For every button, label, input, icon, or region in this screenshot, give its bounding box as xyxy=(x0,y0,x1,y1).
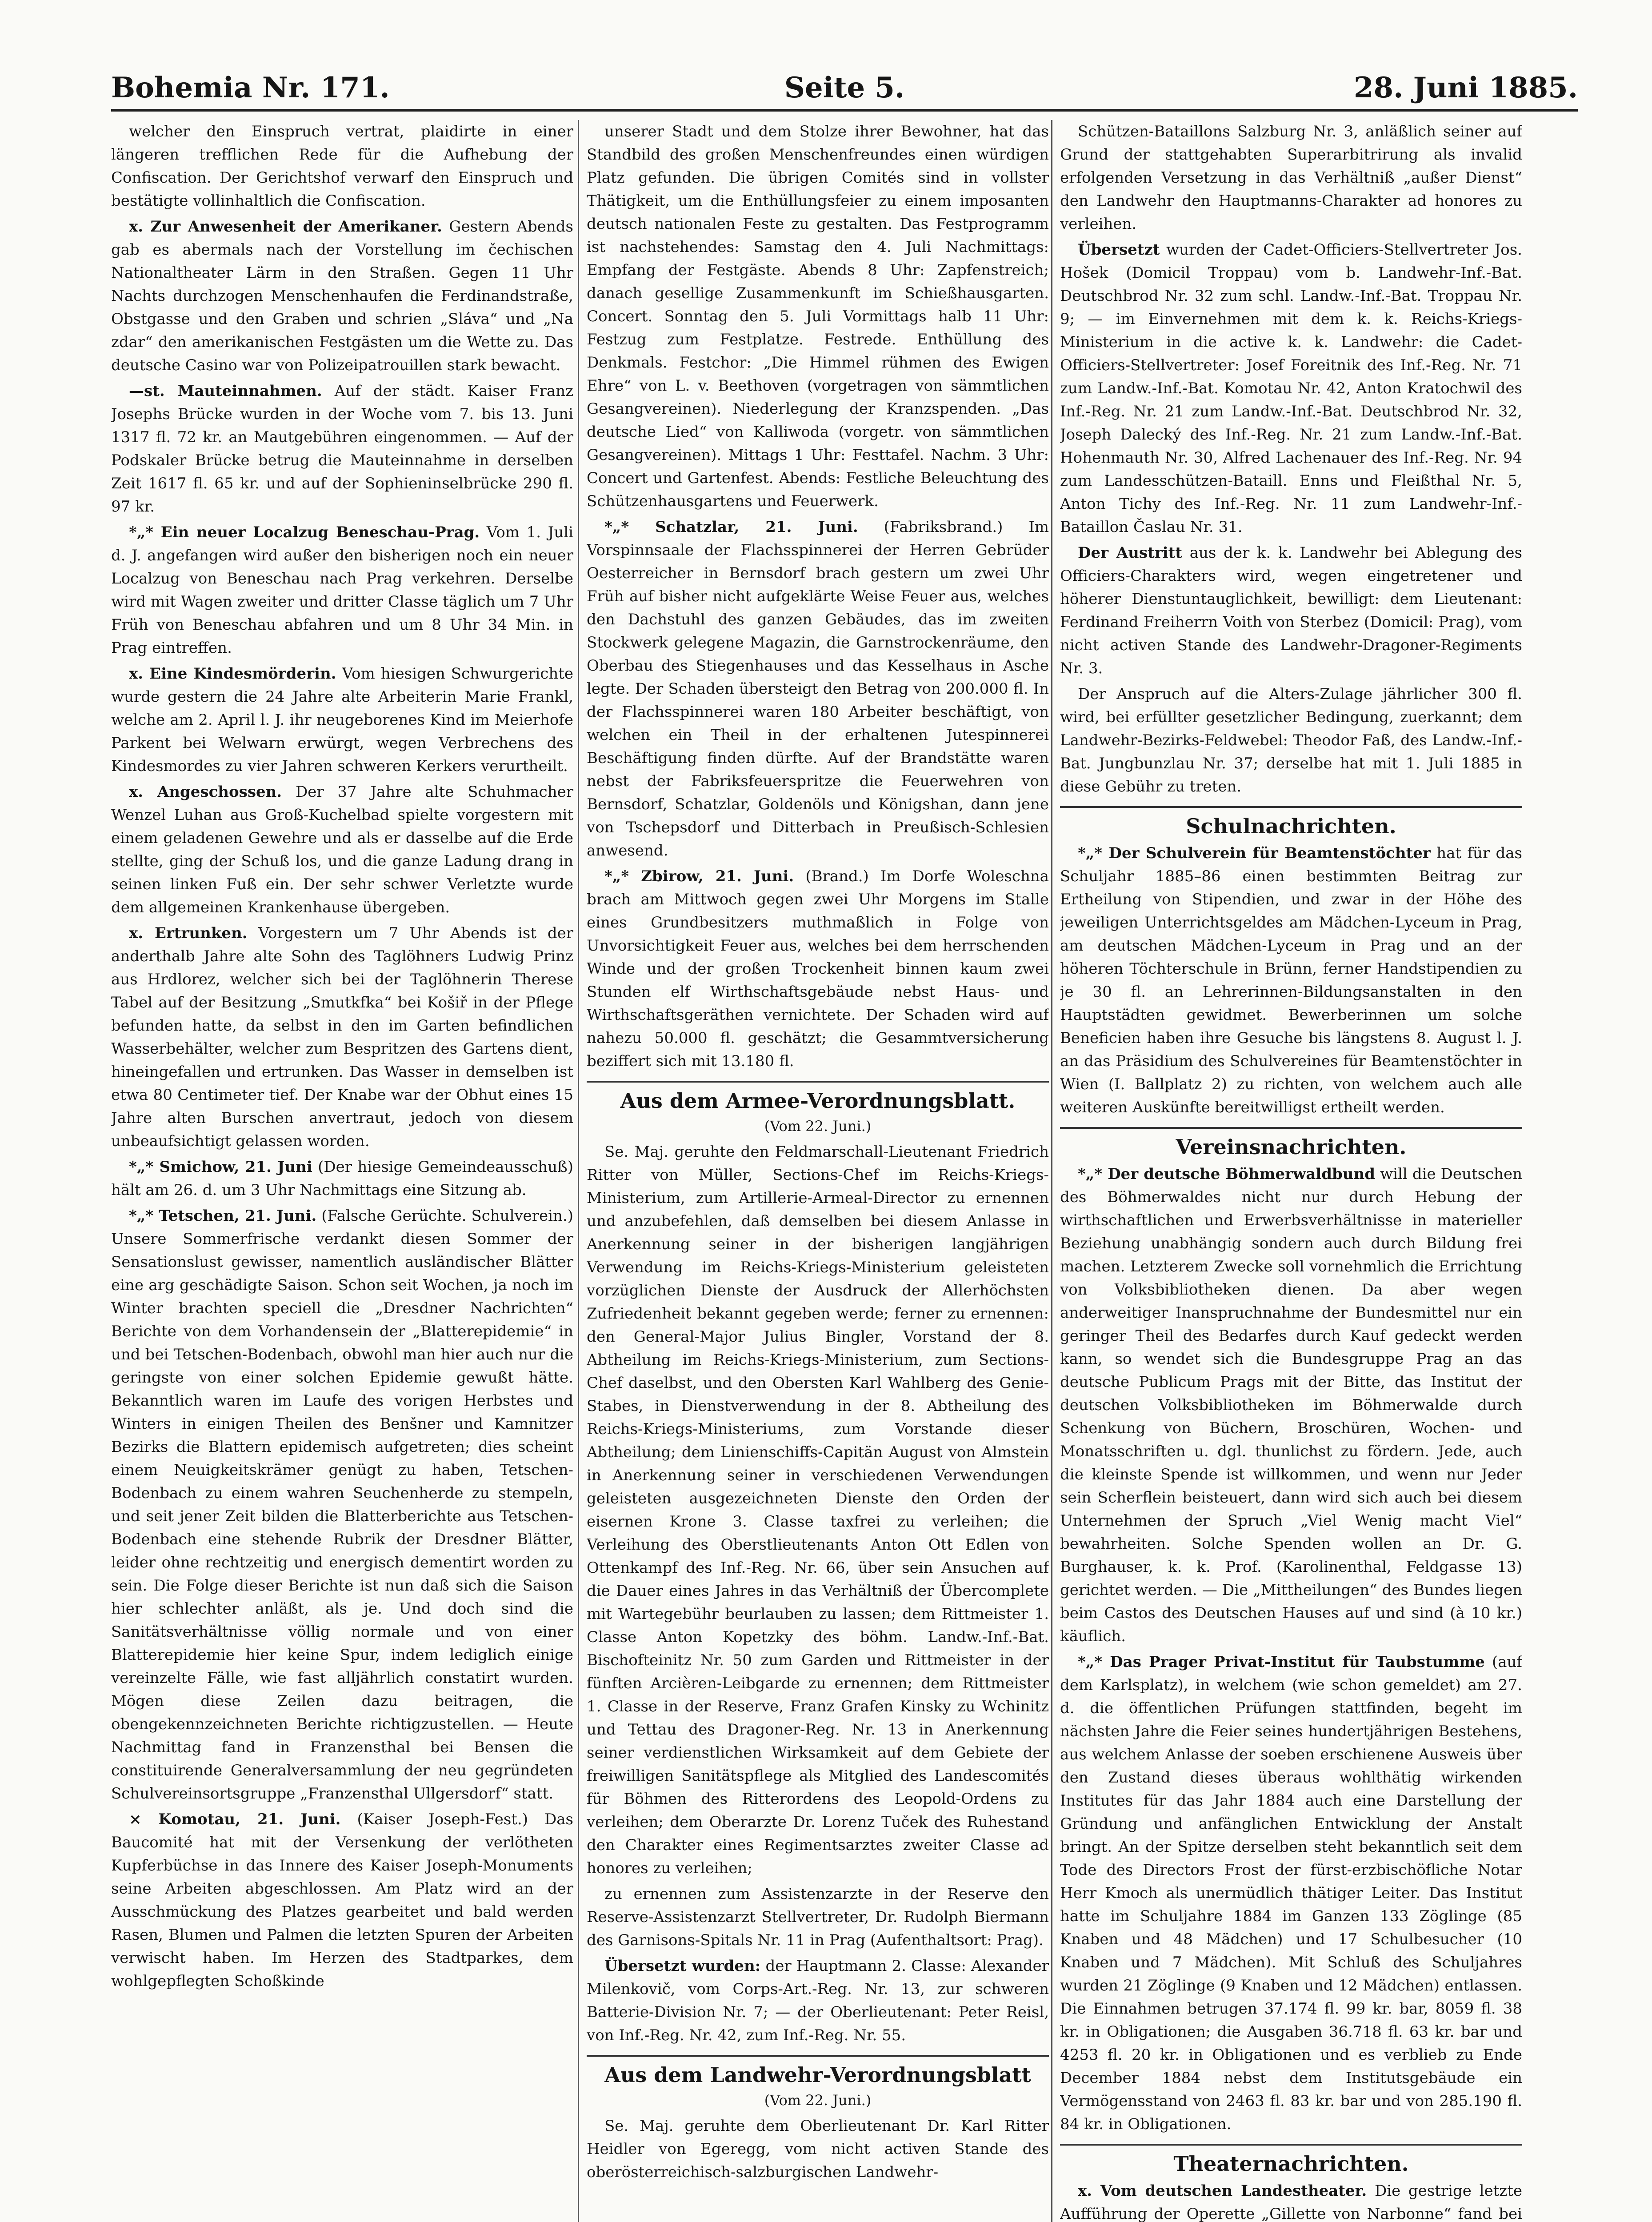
article-paragraph xyxy=(1060,842,1522,1119)
article-paragraph xyxy=(1060,541,1522,680)
issue-date: 28. Juni 1885. xyxy=(1354,71,1578,104)
article-paragraph xyxy=(1060,1163,1522,1648)
section-date: (Vom 22. Juni.) xyxy=(764,2092,872,2109)
article-paragraph xyxy=(111,780,573,919)
article-paragraph xyxy=(587,865,1049,1073)
article-lead: Der Austritt xyxy=(1078,544,1182,562)
article-paragraph xyxy=(111,215,573,377)
section-heading: Aus dem Landwehr-Verordnungsblatt xyxy=(587,2055,1049,2089)
masthead-issue: Bohemia Nr. 171. xyxy=(111,71,390,104)
article-body: aus der k. k. Landwehr bei Ablegung des Officiers-Charakters wird, wegen eingetretener und höherer Dienstuntauglichkeit, bewilligt: dem Lieutenant: Ferdinand Freiherrn Voith von Sterbez (Domicil: Prag), vom nicht activen Stande des Landwehr-Dragoner-Regiments Nr. 3. xyxy=(1060,544,1522,677)
article-lead: *„* Der Schulverein für Beamtenstöchter xyxy=(1078,844,1431,862)
article-body: der Hauptmann 2. Classe: Alexander Milenkovič, vom Corps-Art.-Reg. Nr. 13, zur schweren Batterie-Division Nr. 7; — der Oberlieutenant: Peter Reisl, von Inf.-Reg. Nr. 42, zum Inf.-Reg. Nr. 55. xyxy=(587,1957,1049,2044)
article-lead: Übersetzt wurden: xyxy=(604,1957,761,1975)
article-paragraph xyxy=(111,380,573,518)
section-heading: Vereinsnachrichten. xyxy=(1060,1127,1522,1161)
article-lead: Übersetzt xyxy=(1078,241,1160,259)
article-paragraph: Se. Maj. geruhte den Feldmarschall-Lieutenant Friedrich Ritter von Müller, Sections-Chef im Reichs-Kriegs-Ministerium, zum Artillerie-Armeal-Director zu ernennen und anzubefehlen, daß demselben bei diesem Anlasse in Anerkennung seiner in der bisherigen langjährigen Verwendung im Reichs-Kriegs-Ministerium geleisteten vorzüglichen Dienste der Ausdruck der Allerhöchsten Zufriedenheit bekannt gegeben werde; ferner zu ernennen: den General-Major Julius Bingler, Vorstand der 8. Abtheilung im Reichs-Kriegs-Ministerium, zum Sections-Chef daselbst, und den Obersten Karl Wahlberg des Genie-Stabes, in Dienstverwendung in der 8. Abtheilung des Reichs-Kriegs-Ministeriums, zum Vorstande dieser Abtheilung; dem Linienschiffs-Capitän August von Almstein in Anerkennung seiner in verschiedenen Verwendungen geleisteten ausgezeichneten Dienste den Orden der eisernen Krone 3. Classe taxfrei zu verleihen; die Verleihung des Oberstlieutenants Anton Ott Edlen von Ottenkampf des Inf.-Reg. Nr. 66, über sein Ansuchen auf die Dauer eines Jahres in das Verhältniß der Übercomplete mit Wartegebühr beurlauben zu lassen; dem Rittmeister 1. Classe Anton Kopetzky des böhm. Landw.-Inf.-Bat. Bischofteinitz Nr. 50 zum Garden und Rittmeister in der fünften Arcièren-Leibgarde zu ernennen; dem Rittmeister 1. Classe in der Reserve, Franz Grafen Kinsky zu Wchinitz und Tettau des Dragoner-Reg. Nr. 13 in Anerkennung seiner verdienstlichen Wirksamkeit auf dem Gebiete der freiwilligen Sanitätspflege als Mitglied des Landescomités für Böhmen des Ritterordens des Leopold-Ordens zu verleihen; dem Oberarzte Dr. Lorenz Tuček des Ruhestand den Charakter eines Regimentsarztes zweiter Classe ad honores zu verleihen; xyxy=(587,1143,1049,1877)
article-lead: x. Eine Kindesmörderin. xyxy=(129,665,336,683)
article-body: (Der hiesige Gemeindeausschuß) hält am 26. d. um 3 Uhr Nachmittags eine Sitzung ab. xyxy=(111,1158,573,1199)
article-paragraph xyxy=(111,1808,573,1993)
article-paragraph xyxy=(1060,2179,1522,2222)
article-lead: x. Ertrunken. xyxy=(129,924,248,942)
page-header xyxy=(111,67,1578,111)
article-body: (Kaiser Joseph-Fest.) Das Baucomité hat mit der Versenkung der verlötheten Kupferbüchse in das Innere des Kaiser Joseph-Monuments seine Arbeiten abgeschlossen. Am Platz wird an der Ausschmückung des Platzes gearbeitet und bald werden Rasen, Blumen und Palmen die letzten Spuren der Arbeiten verwischt haben. Im Herzen des Stadtparkes, dem wohlgepflegten Schoßkinde xyxy=(111,1810,573,1990)
column-3 xyxy=(1060,120,1522,2222)
article-lead: *„* Zbirow, 21. Juni. xyxy=(604,867,794,885)
article-body: Auf der städt. Kaiser Franz Josephs Brücke wurden in der Woche vom 7. bis 13. Juni 1317 fl. 72 kr. an Mautgebühren eingenommen. — Auf der Podskaler Brücke betrug die Mauteinnahme in derselben Zeit 1617 fl. 65 kr. und auf der Sophieninselbrücke 290 fl. 97 kr. xyxy=(111,382,573,516)
article-paragraph xyxy=(1060,1651,1522,2136)
article-paragraph xyxy=(587,516,1049,862)
article-body: Die gestrige letzte Aufführung der Operette „Gillette von Narbonne“ fand bei xyxy=(1060,2182,1522,2222)
article-lead: × Komotau, 21. Juni. xyxy=(129,1810,341,1828)
article-body: will die Deutschen des Böhmerwaldes nicht nur durch Hebung der wirthschaftlichen und Erwerbsverhältnisse in materieller Beziehung unabhängig sondern auch durch Bildung frei machen. Letzterem Zwecke soll vornehmlich die Errichtung von Volksbibliotheken dienen. Da aber wegen anderweitiger Inanspruchnahme der Bundesmittel nur ein geringer Theil des Bedarfes durch Kauf gedeckt werden kann, so wendet sich die Bundesgruppe Prag an das deutsche Publicum Prags mit der Bitte, das Institut der deutschen Volksbibliotheken im Böhmerwalde durch Schenkung von Büchern, Broschüren, Wochen- und Monatsschriften u. dgl. thunlichst zu fördern. Jede, auch die kleinste Spende ist willkommen, und wenn nur Jeder sein Scherflein beisteuert, dann wird sich auch bei diesem Unternehmen der Spruch „Viel Wenig macht Viel“ bewahrheiten. Solche Spenden wollen an Dr. G. Burghauser, k. k. Prof. (Karolinenthal, Feldgasse 13) gerichtet werden. — Die „Mittheilungen“ des Bundes liegen beim Castos des Deutschen Hauses auf und sind (à 10 kr.) käuflich. xyxy=(1060,1165,1522,1645)
column-separator xyxy=(1051,120,1052,2222)
article-body: (Fabriksbrand.) Im Vorspinnsaale der Flachsspinnerei der Herren Gebrüder Oesterreicher in Bernsdorf brach gestern um zwei Uhr Früh auf bisher nicht aufgeklärte Weise Feuer aus, welches den Dachstuhl des ganzen Gebäudes, das im zweiten Stockwerk gelegene Magazin, die Garnstrockenräume, den Oberbau des Stiegenhauses und das Kesselhaus in Asche legte. Der Schaden übersteigt den Betrag von 200.000 fl. In der Flachsspinnerei waren 180 Arbeiter beschäftigt, von welchen ein Theil in der erhaltenen Jutespinnerei Beschäftigung finden dürfte. Auf der Brandstätte waren nebst der Fabriksfeuerspritze die Feuerwehren von Bernsdorf, Schatzlar, Goldenöls und Königshan, dann jene von Tschepsdorf und Ditterbach in Preußisch-Schlesien anwesend. xyxy=(587,518,1049,859)
article-paragraph xyxy=(111,662,573,778)
article-paragraph: zu ernennen zum Assistenzarzte in der Reserve den Reserve-Assistenzarzt Stellvertreter, Dr. Rudolph Biermann des Garnisons-Spitals Nr. 11 in Prag (Aufenthaltsort: Prag). xyxy=(587,1885,1049,1949)
article-body: Vom hiesigen Schwurgerichte wurde gestern die 24 Jahre alte Arbeiterin Marie Frankl, welche am 2. April l. J. ihr neugeborenes Kind im Meierhofe Parkent bei Welwarn erwürgt, wegen Verbrechens des Kindesmordes zu vier Jahren schweren Kerkers verurtheilt. xyxy=(111,665,573,775)
section-heading: Theaternachrichten. xyxy=(1060,2144,1522,2178)
article-body: (Brand.) Im Dorfe Woleschna brach am Mittwoch gegen zwei Uhr Morgens im Stalle eines Grundbesitzers muthmaßlich in Folge von Unvorsichtigkeit Feuer aus, welches bei dem herrschenden Winde und der großen Trockenheit binnen kaum zwei Stunden elf Wirthschaftsgebäude nebst Haus- und Wirthschaftsgeräthen vernichtete. Der Schaden wird auf nahezu 50.000 fl. geschätzt; die Gesammtversicherung beziffert sich mit 13.180 fl. xyxy=(587,867,1049,1070)
article-lead: *„* Das Prager Privat-Institut für Taubstumme xyxy=(1078,1653,1485,1671)
article-lead: *„* Tetschen, 21. Juni. xyxy=(129,1207,317,1225)
article-body: Vorgestern um 7 Uhr Abends ist der anderthalb Jahre alte Sohn des Taglöhners Ludwig Prinz aus Hrdlorez, welcher sich bei der Taglöhnerin Therese Tabel auf der Besitzung „Smutkfka“ bei Košiř in der Pflege befunden hatte, da selbst in den im Garten befindlichen Wasserbehälter, welcher zum Bespritzen des Gartens dient, hineingefallen und ertrunken. Das Wasser in demselben ist etwa 80 Centimeter tief. Der Knabe war der Obhut eines 15 Jahre alten Burschen anvertraut, jedoch von diesem unbeaufsichtigt gelassen worden. xyxy=(111,924,573,1150)
article-body: Gestern Abends gab es abermals nach der Vorstellung im čechischen Nationaltheater Lärm in den Straßen. Gegen 11 Uhr Nachts durchzogen Menschenhaufen die Ferdinandstraße, Obstgasse und den Graben und schrien „Sláva“ und „Na zdar“ den amerikanischen Festgästen um die Wette zu. Das deutsche Casino war von Polizeipatrouillen stark bewacht. xyxy=(111,218,573,374)
article-lead: *„* Der deutsche Böhmerwaldbund xyxy=(1078,1165,1376,1183)
article-lead: x. Zur Anwesenheit der Amerikaner. xyxy=(129,218,442,236)
article-paragraph xyxy=(111,1155,573,1202)
article-paragraph xyxy=(587,1954,1049,2047)
column-2 xyxy=(587,120,1049,2222)
article-paragraph xyxy=(111,521,573,659)
article-lead: *„* Schatzlar, 21. Juni. xyxy=(604,518,858,536)
article-body: Vom 1. Juli d. J. angefangen wird außer den bisherigen noch ein neuer Localzug von Beneschau nach Prag verkehren. Derselbe wird mit Wagen zweiter und dritter Classe täglich um 7 Uhr Früh von Beneschau abfahren und um 8 Uhr 34 Min. in Prag eintreffen. xyxy=(111,524,573,657)
article-body: (auf dem Karlsplatz), in welchem (wie schon gemeldet) am 27. d. die öffentlichen Prüfungen stattfinden, begeht im nächsten Jahre die Feier seines hundertjährigen Bestehens, aus welchem Anlasse der soeben erschienene Ausweis über den Zustand dieses überaus wohlthätig wirkenden Institutes für das Jahr 1884 auch eine Darstellung der Gründung und anfänglichen Entwicklung der Anstalt bringt. An der Spitze derselben steht bekanntlich seit dem Tode des Directors Frost der fürst-erzbischöfliche Notar Herr Kmoch als unermüdlich thätiger Leiter. Das Institut hatte im Schuljahre 1884 im Ganzen 133 Zöglinge (85 Knaben und 48 Mädchen) und 17 Schulbesucher (10 Knaben und 7 Mädchen). Mit Schluß des Schuljahres wurden 21 Zöglinge (9 Knaben und 12 Mädchen) entlassen. Die Einnahmen betrugen 37.174 fl. 99 kr. bar, 8059 fl. 38 kr. in Obligationen; die Ausgaben 36.718 fl. 63 kr. bar und 4253 fl. 20 kr. in Obligationen und es verblieb zu Ende December 1884 nebst dem Institutsgebäude ein Vermögensstand von 2463 fl. 83 kr. bar und von 285.190 fl. 84 kr. in Obligationen. xyxy=(1060,1653,1522,2133)
page-number: Seite 5. xyxy=(784,71,905,104)
header-rule xyxy=(111,109,1578,112)
article-paragraph: unserer Stadt und dem Stolze ihrer Bewohner, hat das Standbild des großen Menschenfreundes einen würdigen Platz gefunden. Die übrigen Comités sind in vollster Thätigkeit, um die Enthüllungsfeier zu einem imposanten deutsch nationalen Feste zu gestalten. Das Festprogramm ist nachstehendes: Samstag den 4. Juli Nachmittags: Empfang der Festgäste. Abends 8 Uhr: Zapfenstreich; danach gesellige Zusammenkunft im Schießhausgarten. Concert. Sonntag den 5. Juli Vormittags halb 11 Uhr: Festzug zum Festplatze. Festrede. Enthüllung des Denkmals. Festchor: „Die Himmel rühmen des Ewigen Ehre“ von L. v. Beethoven (vorgetragen von sämmtlichen Gesangvereinen). Niederlegung der Kranzspenden. „Das deutsche Lied“ von Kalliwoda (vorgetr. von sämmtlichen Gesangvereinen). Mittags 1 Uhr: Festtafel. Nachm. 3 Uhr: Concert und Gartenfest. Abends: Festliche Beleuchtung des Schützenhausgartens und Feuerwerk. xyxy=(587,123,1049,510)
section-heading: Schulnachrichten. xyxy=(1060,806,1522,840)
column-1 xyxy=(111,120,573,2222)
article-lead: *„* Smichow, 21. Juni xyxy=(129,1158,312,1176)
article-lead: —st. Mauteinnahmen. xyxy=(129,382,322,400)
article-body: wurden der Cadet-Officiers-Stellvertreter Jos. Hošek (Domicil Troppau) vom b. Landwehr-Inf.-Bat. Deutschbrod Nr. 32 zum schl. Landw.-Inf.-Bat. Troppau Nr. 9; — im Einvernehmen mit dem k. k. Reichs-Kriegs-Ministerium in die active k. k. Landwehr: die Cadet-Officiers-Stellvertreter: Josef Foreitnik des Inf.-Reg. Nr. 71 zum Landw.-Inf.-Bat. Komotau Nr. 42, Anton Kratochwil des Inf.-Reg. Nr. 21 zum Landw.-Inf.-Bat. Deutschbrod Nr. 32, Joseph Dalecký des Inf.-Reg. Nr. 21 zum Landw.-Inf.-Bat. Hohenmauth Nr. 30, Alfred Lachenauer des Inf.-Reg. Nr. 94 zum Landesschützen-Bataill. Enns und Fleißthal Nr. 5, Anton Tichy des Inf.-Reg. Nr. 11 zum Landwehr-Inf.-Bataillon Časlau Nr. 31. xyxy=(1060,241,1522,536)
article-paragraph xyxy=(111,922,573,1153)
article-body: hat für das Schuljahr 1885–86 einen bestimmten Beitrag zur Ertheilung von Stipendien, und zwar in der Höhe des jeweiligen Unterrichtsgeldes am Mädchen-Lyceum in Prag, am deutschen Mädchen-Lyceum in Prag und an der höheren Töchterschule in Brünn, ferner Handstipendien zu je 30 fl. an Lehrerinnen-Bildungsanstalten in den Hauptstädten gewidmet. Bewerberinnen um solche Beneficien haben ihre Gesuche bis längstens 8. August l. J. an das Präsidium des Schulvereines für Beamtenstöchter in Wien (I. Ballplatz 2) zu richten, von welchem auch alle weiteren Auskünfte bereitwilligst ertheilt werden. xyxy=(1060,844,1522,1116)
article-lead: x. Vom deutschen Landestheater. xyxy=(1078,2182,1367,2200)
article-body: (Falsche Gerüchte. Schulverein.) Unsere Sommerfrische verdankt diesen Sommer der Sensationslust gewisser, namentlich ausländischer Blätter eine arg geschädigte Saison. Schon seit Wochen, ja noch im Winter brachten speciell die „Dresdner Nachrichten“ Berichte von dem Vorhandensein der „Blatterepidemie“ in und bei Tetschen-Bodenbach, obwohl man hier auch nur die geringste von einer solchen Epidemie gewußt hätte. Bekanntlich waren im Laufe des vorigen Herbstes und Winters in einigen Theilen des Benšner und Kamnitzer Bezirks die Blattern epidemisch aufgetreten; dies scheint einem Neuigkeitskrämer genügt zu haben, Tetschen-Bodenbach zu einem wahren Seuchenherde zu stempeln, und seit jener Zeit bilden die Blatterberichte aus Tetschen-Bodenbach eine stehende Rubrik der Dresdner Blätter, leider ohne rechtzeitig und energisch dementirt worden zu sein. Die Folge dieser Berichte ist nun daß sich die Saison hier schlechter anläßt, als je. Und doch sind die Sanitätsverhältnisse völlig normale und von einer Blatterepidemie hier keine Spur, indem lediglich einige vereinzelte Fälle, wie fast alljährlich constatirt wurden. Mögen diese Zeilen dazu beitragen, die obengekennzeichneten Berichte richtigzustellen. — Heute Nachmittag fand in Franzensthal bei Bensen die constituirende Generalversammlung der neu gegründeten Schulvereinsortsgruppe „Franzensthal Ullgersdorf“ statt. xyxy=(111,1207,573,1802)
article-paragraph xyxy=(111,1204,573,1805)
article-paragraph: welcher den Einspruch vertrat, plaidirte in einer längeren trefflichen Rede für die Aufhebung der Confiscation. Der Gerichtshof verwarf den Einspruch und bestätigte vollinhaltlich die Confiscation. xyxy=(111,123,573,210)
article-lead: x. Angeschossen. xyxy=(129,783,282,801)
article-paragraph: Schützen-Bataillons Salzburg Nr. 3, anläßlich seiner auf Grund der stattgehabten Superarbitrirung als invalid erfolgenden Versetzung in das Verhältniß „außer Dienst“ den Landwehr den Hauptmanns-Charakter ad honores zu verleihen. xyxy=(1060,123,1522,233)
article-paragraph xyxy=(1060,238,1522,539)
section-date: (Vom 22. Juni.) xyxy=(764,1118,872,1135)
section-heading: Aus dem Armee-Verordnungsblatt. xyxy=(587,1081,1049,1115)
article-paragraph: Der Anspruch auf die Alters-Zulage jährlicher 300 fl. wird, bei erfüllter gesetzlicher Bedingung, zuerkannt; dem Landwehr-Bezirks-Feldwebel: Theodor Faß, des Landw.-Inf.-Bat. Jungbunzlau Nr. 37; derselbe hat mit 1. Juli 1885 in diese Gebühr zu treten. xyxy=(1060,685,1522,795)
column-separator xyxy=(578,120,579,2222)
article-body: Der 37 Jahre alte Schuhmacher Wenzel Luhan aus Groß-Kuchelbad spielte vorgestern mit einem geladenen Gewehre und als er dasselbe auf die Erde stellte, ging der Schuß los, und die ganze Ladung drang in seinen linken Fuß ein. Der sehr schwer Verletzte wurde dem allgemeinen Krankenhause übergeben. xyxy=(111,783,573,916)
article-lead: *„* Ein neuer Localzug Beneschau-Prag. xyxy=(129,524,480,541)
article-paragraph: Se. Maj. geruhte dem Oberlieutenant Dr. Karl Ritter Heidler von Egeregg, vom nicht activen Stande des oberösterreichisch-salzburgischen Landwehr- xyxy=(587,2117,1049,2181)
